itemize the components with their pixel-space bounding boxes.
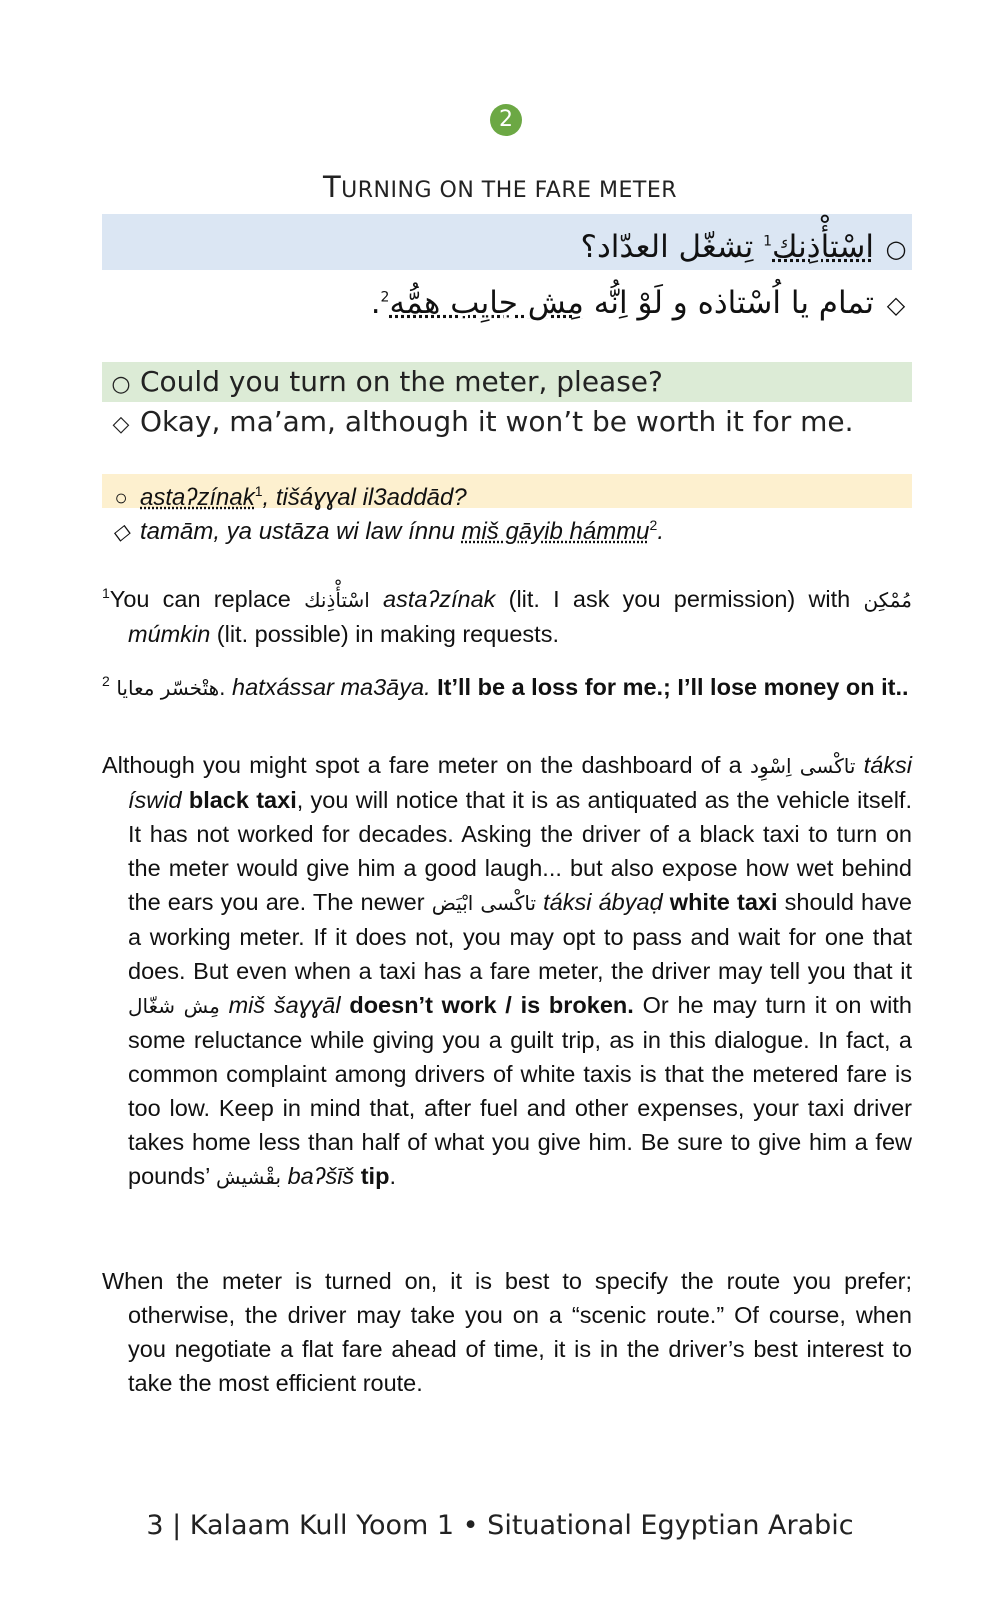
arabic-term: تاكْسى اِسْوِد <box>750 754 856 778</box>
footnote-gloss: It’ll be a loss for me.; I’ll lose money on it.. <box>430 673 909 700</box>
gloss: doesn’t work / is broken. <box>340 992 634 1018</box>
footnote-text: (lit. possible) in making requests. <box>210 620 559 647</box>
footnote-1 <box>102 576 912 651</box>
translit-term: astaʔzínak <box>140 484 255 511</box>
arabic-term: اسْتأْذِنك <box>304 587 370 612</box>
footnote-ref: 2 <box>649 517 658 533</box>
english-text: Could you turn on the meter, please? <box>140 365 663 398</box>
diamond-bullet-icon: ◇ <box>112 519 130 544</box>
arabic-term: مِش جايِب همُّه <box>389 285 584 322</box>
section-title-initial: T <box>322 170 342 204</box>
translit-term: astaʔzínak <box>369 585 496 612</box>
arabic-term: بقْشيش <box>215 1165 282 1189</box>
section-title-rest: URNING ON THE FARE METER <box>341 178 678 203</box>
arabic-text: تِشغّل العدّاد؟ <box>580 229 764 266</box>
footnote-number: 2 <box>102 673 110 689</box>
footnote-ref: 2 <box>380 290 390 306</box>
translit-term: hatxássar ma3āya. <box>225 673 431 700</box>
diamond-bullet-icon: ◇ <box>886 291 906 320</box>
body-text: . <box>389 1163 396 1189</box>
circle-bullet-icon: ○ <box>114 485 128 510</box>
body-text: should have a working meter. If it does not, you may opt to pass and wait for one that does. But even when a taxi has a fare meter, the driver may tell you that it <box>128 889 912 984</box>
english-dialogue-line-1 <box>102 362 912 402</box>
arabic-dialogue-line-2 <box>102 270 912 326</box>
lesson-number-badge: 2 <box>490 104 522 136</box>
section-title <box>0 170 1000 204</box>
arabic-punct: . <box>370 285 381 322</box>
gloss: tip <box>354 1163 390 1189</box>
arabic-term: هتْخسّر معايا. <box>116 675 226 700</box>
body-text: , you will notice that it is as antiquated as the vehicle itself. It has not worked for decades. Asking the driver of a black taxi to turn on the meter would give him a good laugh... but also expose how wet behind the ears you are. The newer <box>128 787 912 915</box>
footnote-number: 1 <box>102 585 110 601</box>
translit-term: miš šaɣɣāl <box>219 992 341 1018</box>
circle-bullet-icon: ○ <box>111 372 131 397</box>
circle-bullet-icon: ○ <box>885 235 907 264</box>
translit-text: , tišáɣɣal il3addād? <box>262 484 467 511</box>
arabic-text: تمام يا اُسْتاذه و لَوْ اِنُّه <box>583 285 874 322</box>
arabic-term: اسْتأْذِنك <box>772 229 874 266</box>
gloss: white taxi <box>662 889 778 915</box>
translit-term: táksi ábyaḍ <box>536 889 663 915</box>
diamond-bullet-icon: ◇ <box>112 412 130 437</box>
arabic-term: مِش شغّال <box>128 994 220 1018</box>
body-text: Or he may turn it on with some reluctance while giving you a guilt trip, as in this dialogue. In fact, a common complaint among drivers of white taxis is that the metered fare is too low. Keep in mind that, after fuel and other expenses, your taxi driver takes home less than half of what you give him. Be sure to give him a few pounds’ <box>128 992 912 1189</box>
translit-term: táksi íswid <box>128 752 912 813</box>
body-text: Although you might spot a fare meter on the dashboard of a <box>102 752 751 778</box>
translit-text: tamām, ya ustāza wi law ínnu <box>140 518 462 545</box>
arabic-term: تاكْسى ابْيَض <box>431 891 537 915</box>
footnote-ref: 1 <box>254 483 263 499</box>
translit-punct: . <box>657 518 664 545</box>
english-text: Okay, ma’am, although it won’t be worth it for me. <box>140 405 854 438</box>
translit-dialogue-line-1 <box>102 474 912 511</box>
page-footer: 3 | Kalaam Kull Yoom 1 • Situational Egyptian Arabic <box>146 1510 854 1541</box>
translit-term: múmkin <box>128 620 211 647</box>
cultural-note-paragraph-1 <box>102 748 912 1194</box>
english-dialogue-line-2 <box>102 402 912 442</box>
translit-dialogue-line-2 <box>102 508 912 545</box>
translit-term: baʔšīš <box>281 1163 355 1189</box>
arabic-term: مُمْكِن <box>863 587 912 612</box>
footnote-ref: 1 <box>763 234 773 250</box>
footnote-text: (lit. I ask you permission) with <box>495 585 864 612</box>
cultural-note-paragraph-2: When the meter is turned on, it is best to specify the route you prefer; otherwise, the driver may take you on a “scenic route.” Of course, when you negotiate a flat fare ahead of time, it is in the driver’s best interest to take the most efficient route. <box>102 1268 912 1396</box>
arabic-dialogue-line-1 <box>102 214 912 270</box>
translit-term: miš gāyib hámmu <box>461 518 650 545</box>
gloss: black taxi <box>181 787 297 813</box>
footnote-text: You can replace <box>109 585 305 612</box>
footnote-2 <box>102 664 912 705</box>
